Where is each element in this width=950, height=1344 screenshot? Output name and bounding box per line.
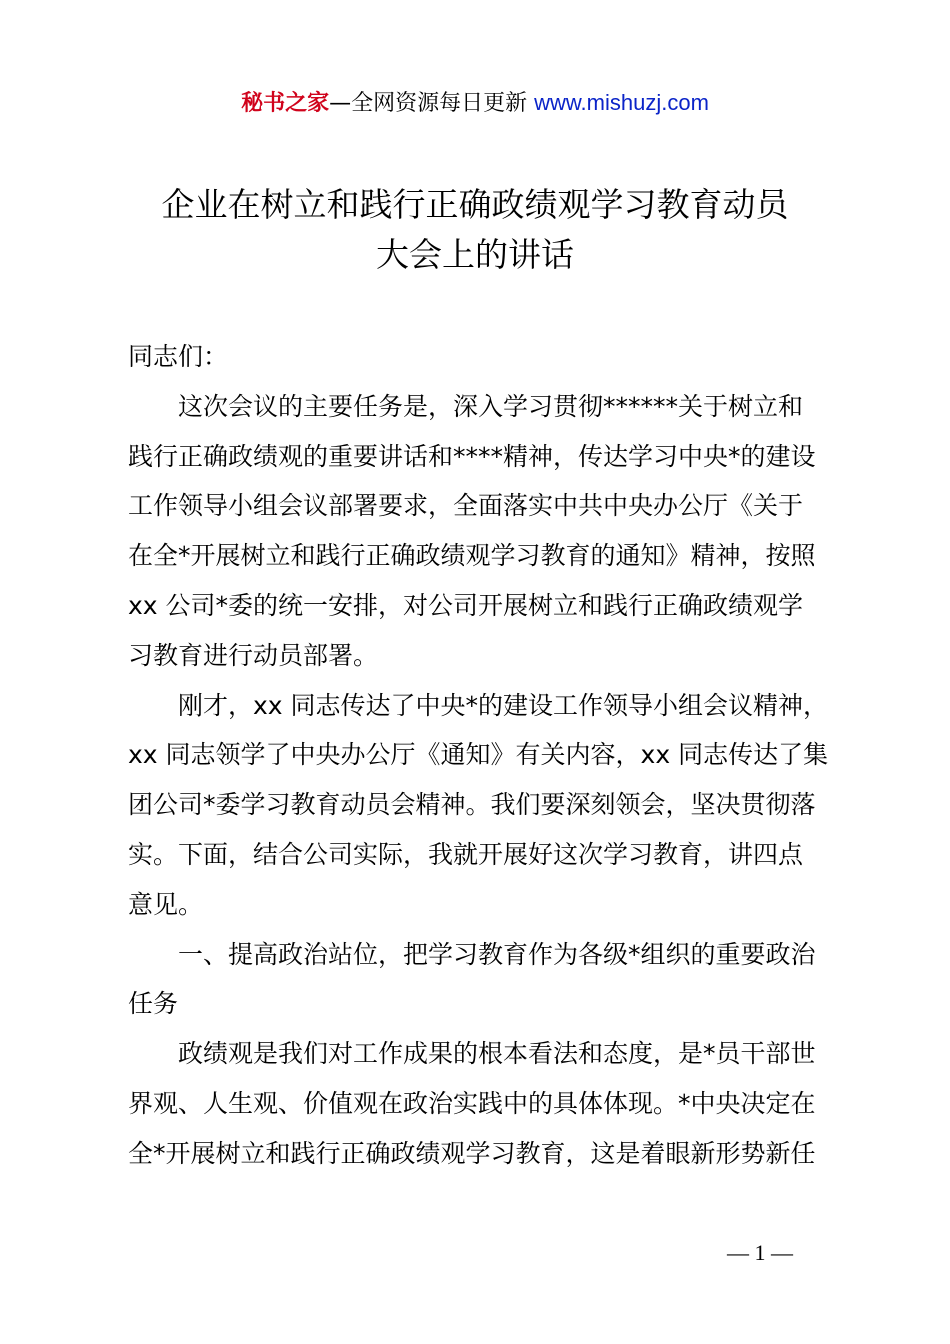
body-line: 践行正确政绩观的重要讲话和****精神，传达学习中央*的建设 [128, 441, 816, 471]
section-heading: 任务 [128, 989, 179, 1019]
site-url-link[interactable]: www.mishuzj.com [534, 90, 709, 115]
body-line: 界观、人生观、价值观在政治实践中的具体体现。*中央决定在 [128, 1088, 816, 1118]
header-tagline: —全网资源每日更新 [329, 91, 528, 116]
salutation: 同志们： [128, 342, 229, 371]
body-line: xx 同志领学了中央办公厅《通知》有关内容，xx 同志传达了集 [128, 740, 829, 770]
body-line: 全*开展树立和践行正确政绩观学习教育，这是着眼新形势新任 [128, 1138, 816, 1168]
document-body [128, 332, 833, 1179]
document-title [60, 180, 890, 280]
body-line: 意见。 [128, 889, 204, 919]
body-line: 实。下面，结合公司实际，我就开展好这次学习教育，讲四点 [128, 839, 804, 869]
body-line: 团公司*委学习教育动员会精神。我们要深刻领会，坚决贯彻落 [128, 790, 816, 820]
body-line: xx 公司*委的统一安排，对公司开展树立和践行正确政绩观学 [128, 590, 804, 620]
body-line: 习教育进行动员部署。 [128, 640, 379, 670]
title-line-1: 企业在树立和践行正确政绩观学习教育动员 [161, 185, 789, 224]
body-line: 刚才，xx 同志传达了中央*的建设工作领导小组会议精神， [178, 690, 829, 720]
section-heading: 一、提高政治站位，把学习教育作为各级*组织的重要政治 [178, 939, 816, 969]
body-line: 工作领导小组会议部署要求，全面落实中共中央办公厅《关于 [128, 491, 804, 521]
site-header [0, 86, 950, 121]
body-line: 在全*开展树立和践行正确政绩观学习教育的通知》精神，按照 [128, 541, 816, 571]
title-line-2: 大会上的讲话 [376, 235, 574, 274]
page-number: — 1 — [727, 1240, 793, 1265]
brand-name: 秘书之家 [241, 91, 330, 116]
body-line: 政绩观是我们对工作成果的根本看法和态度，是*员干部世 [178, 1039, 816, 1069]
body-line: 这次会议的主要任务是，深入学习贯彻******关于树立和 [178, 391, 804, 421]
